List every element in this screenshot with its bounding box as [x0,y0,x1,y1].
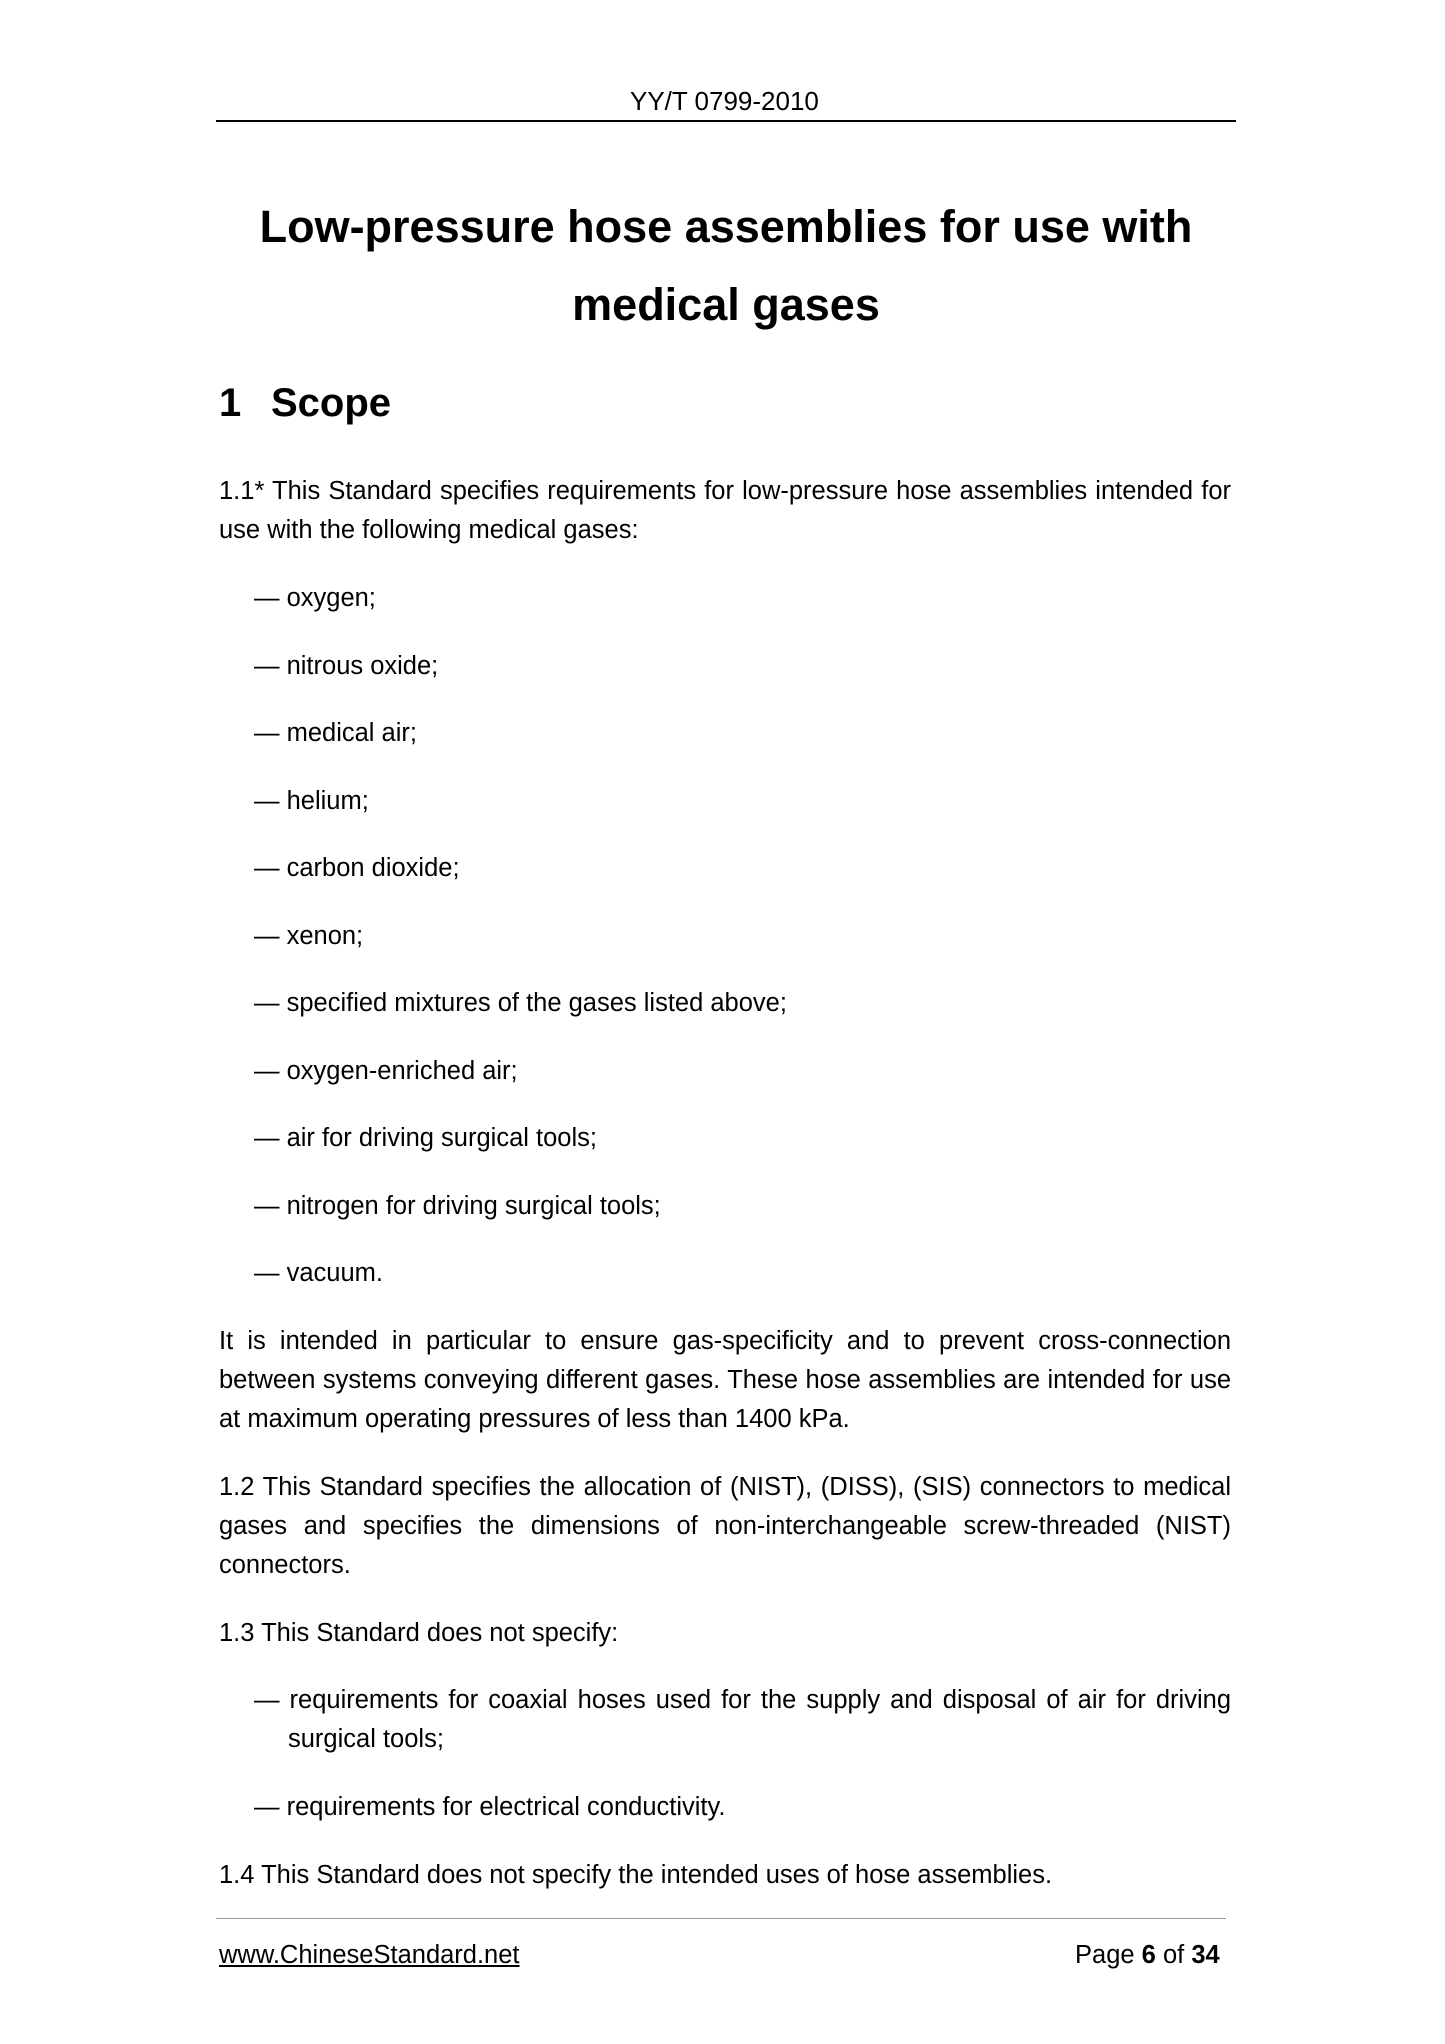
title-line-2: medical gases [572,279,880,330]
page-label: Page [1075,1941,1135,1969]
list-item-exclusion: — requirements for coaxial hoses used for the supply and disposal of air for driving surgical tools; [254,1686,1231,1753]
title-line-1: Low-pressure hose assemblies for use with [259,201,1193,252]
list-item-gas: — oxygen-enriched air; [254,1057,518,1085]
list-item-gas: — carbon dioxide; [254,854,460,882]
list-item-exclusion: — requirements for electrical conductivity. [254,1793,726,1821]
section-title: Scope [271,381,392,425]
page-total: 34 [1191,1941,1220,1969]
footer-website-link[interactable]: www.ChineseStandard.net [219,1941,520,1969]
intent-paragraph: It is intended in particular to ensure gas-specificity and to prevent cross-connection between systems conveying different gases. These hose assemblies are intended for use at maximum operating pressures of less than 1400 kPa. [219,1327,1231,1433]
list-item-gas: — xenon; [254,922,364,950]
footer-page-number [1075,1938,1220,1972]
list-item-gas: — helium; [254,787,369,815]
page-title [216,188,1236,344]
header-rule [216,120,1236,122]
list-item-gas: — vacuum. [254,1259,383,1287]
list-item-gas: — medical air; [254,719,417,747]
page-current: 6 [1141,1941,1156,1969]
section-heading [219,378,391,428]
clause-1-3: 1.3 This Standard does not specify: [219,1619,619,1647]
clause-1-4: 1.4 This Standard does not specify the intended uses of hose assemblies. [219,1861,1053,1889]
page-of-label: of [1162,1941,1185,1969]
list-item-gas: — specified mixtures of the gases listed above; [254,989,787,1017]
header-standard-code: YY/T 0799-2010 [630,86,819,116]
list-item-gas: — air for driving surgical tools; [254,1124,597,1152]
clause-1-1: 1.1* This Standard specifies requirements for low-pressure hose assemblies intended for use with the following medical gases: [219,477,1231,544]
footer-rule [216,1918,1226,1919]
section-number: 1 [219,381,242,425]
list-item-gas: — oxygen; [254,584,376,612]
clause-1-2: 1.2 This Standard specifies the allocation of (NIST), (DISS), (SIS) connectors to medical gases and specifies the dimensions of non-interchangeable screw-threaded (NIST) connectors. [219,1473,1231,1579]
list-item-gas: — nitrous oxide; [254,652,439,680]
list-item-gas: — nitrogen for driving surgical tools; [254,1192,661,1220]
